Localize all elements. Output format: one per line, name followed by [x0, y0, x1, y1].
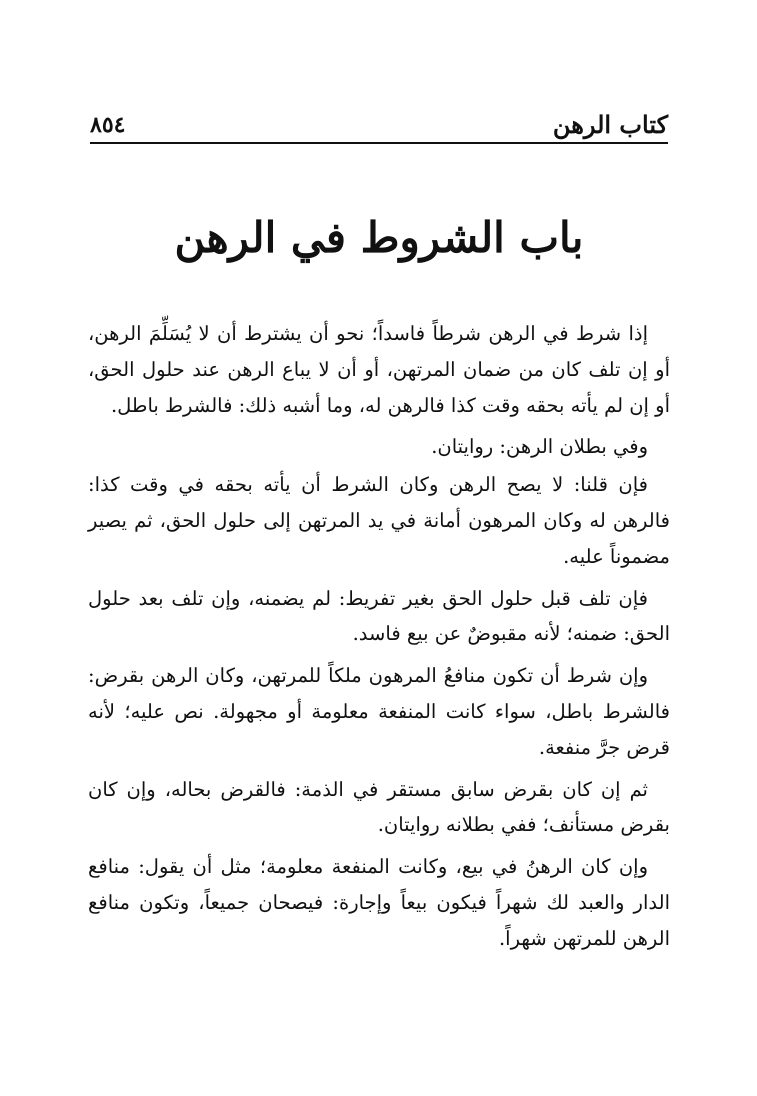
running-header [90, 110, 668, 144]
chapter-title: باب الشروط في الرهن [174, 213, 584, 262]
paragraph-7: وإن كان الرهنُ في بيع، وكانت المنفعة معلومة؛ مثل أن يقول: منافع الدار والعبد لك شهراً فيكون بيعاً وإجارة: فيصحان جميعاً، وتكون منافع الرهن للمرتهن شهراً. [88, 855, 670, 950]
page-number: ٨٥٤ [90, 112, 126, 138]
paragraph-6: ثم إن كان بقرض سابق مستقر في الذمة: فالقرض بحاله، وإن كان بقرض مستأنف؛ ففي بطلانه روايتان. [88, 777, 670, 837]
header-rule [90, 142, 668, 144]
paragraph-5: وإن شرط أن تكون منافعُ المرهون ملكاً للمرتهن، وكان الرهن بقرض: فالشرط باطل، سواء كانت المنفعة معلومة أو مجهولة. نص عليه؛ لأنه قرض جرَّ منفعة. [88, 664, 670, 759]
paragraph-3: فإن قلنا: لا يصح الرهن وكان الشرط أن يأته بحقه في وقت كذا: فالرهن له وكان المرهون أمانة في يد المرتهن إلى حلول الحق، ثم يصير مضموناً عليه. [88, 473, 670, 568]
paragraph-4: فإن تلف قبل حلول الحق بغير تفريط: لم يضمنه، وإن تلف بعد حلول الحق: ضمنه؛ لأنه مقبوضٌ عن بيع فاسد. [88, 586, 670, 646]
paragraph-1: إذا شرط في الرهن شرطاً فاسداً؛ نحو أن يشترط أن لا يُسَلِّمَ الرهن، أو إن تلف كان من ضمان المرتهن، أو أن لا يباع الرهن عند حلول الحق، أو إن لم يأته بحقه وقت كذا فالرهن له، وما أشبه ذلك: فالشرط باطل. [88, 322, 670, 417]
body-text [88, 316, 670, 963]
paragraph-2: وفي بطلان الرهن: روايتان. [431, 435, 648, 459]
running-title: كتاب الرهن [552, 110, 668, 139]
